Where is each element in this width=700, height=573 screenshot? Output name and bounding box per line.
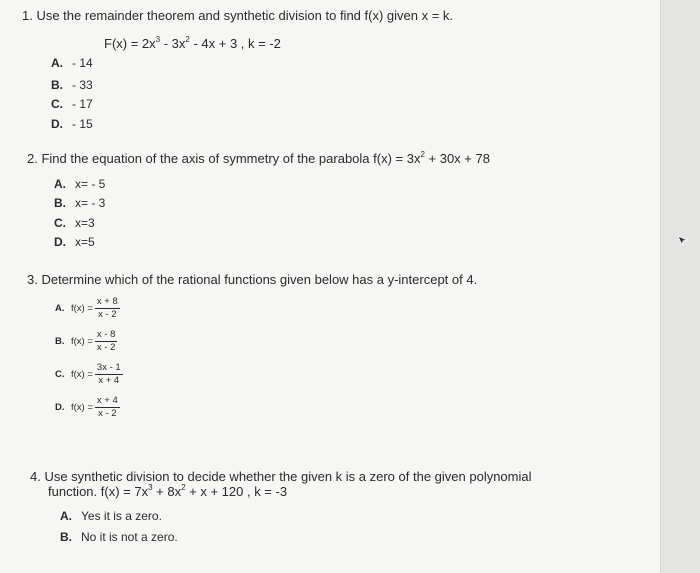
option-letter: C. bbox=[55, 369, 65, 380]
side-panel bbox=[660, 0, 700, 573]
q2-prompt-part: 2. Find the equation of the axis of symmetry of the parabola f(x) = 3x bbox=[27, 151, 421, 166]
q4-prompt-part: function. f(x) = 7x bbox=[48, 484, 149, 499]
fraction bbox=[95, 296, 120, 321]
option-letter: A. bbox=[60, 509, 72, 523]
denominator: x - 2 bbox=[98, 309, 117, 320]
option-text: - 17 bbox=[72, 97, 93, 111]
option-text: No it is not a zero. bbox=[81, 530, 178, 544]
option-text: x=5 bbox=[75, 235, 95, 249]
option-lhs: f(x) = bbox=[71, 303, 93, 314]
q2-prompt-exponent: 2 bbox=[420, 150, 425, 159]
q3-option-b[interactable] bbox=[55, 329, 117, 354]
option-letter: B. bbox=[55, 336, 65, 347]
denominator: x - 2 bbox=[96, 342, 116, 353]
numerator: 3x - 1 bbox=[96, 362, 121, 373]
fraction bbox=[95, 329, 117, 354]
option-text: - 15 bbox=[72, 117, 93, 131]
q1-equation bbox=[104, 35, 281, 51]
q4-prompt-part: + x + 120 , k = -3 bbox=[185, 484, 288, 499]
q2-option-c[interactable] bbox=[54, 216, 95, 230]
q4-prompt-line2 bbox=[48, 483, 287, 499]
q1-option-a[interactable] bbox=[51, 56, 93, 70]
q1-eq-part: - 4x + 3 , k = -2 bbox=[189, 36, 281, 51]
fraction bbox=[95, 395, 120, 420]
option-letter: D. bbox=[51, 117, 63, 131]
q3-option-c[interactable] bbox=[55, 362, 123, 387]
option-lhs: f(x) = bbox=[71, 402, 93, 413]
q1-option-d[interactable] bbox=[51, 117, 93, 131]
q3-option-d[interactable] bbox=[55, 395, 120, 420]
q2-option-d[interactable] bbox=[54, 235, 95, 249]
denominator: x + 4 bbox=[98, 375, 120, 386]
q4-prompt-exponent: 3 bbox=[148, 483, 153, 492]
option-letter: A. bbox=[51, 56, 63, 70]
q4-prompt-part: + 8x bbox=[152, 484, 182, 499]
numerator: x + 8 bbox=[96, 296, 118, 307]
q1-eq-part: - 3x bbox=[160, 36, 186, 51]
q4-option-b[interactable] bbox=[60, 530, 178, 544]
option-lhs: f(x) = bbox=[71, 369, 93, 380]
q4-option-a[interactable] bbox=[60, 509, 162, 523]
option-lhs: f(x) = bbox=[71, 336, 93, 347]
q3-prompt: 3. Determine which of the rational functions given below has a y-intercept of 4. bbox=[27, 272, 478, 287]
option-letter: A. bbox=[54, 177, 66, 191]
option-letter: D. bbox=[54, 235, 66, 249]
option-text: Yes it is a zero. bbox=[81, 509, 162, 523]
numerator: x - 8 bbox=[96, 329, 116, 340]
option-letter: C. bbox=[51, 97, 63, 111]
option-letter: B. bbox=[60, 530, 72, 544]
option-letter: B. bbox=[54, 196, 66, 210]
option-letter: B. bbox=[51, 78, 63, 92]
option-text: - 14 bbox=[72, 56, 93, 70]
q1-option-c[interactable] bbox=[51, 97, 93, 111]
option-letter: D. bbox=[55, 402, 65, 413]
q1-eq-part: F(x) = 2x bbox=[104, 36, 156, 51]
mouse-cursor-icon bbox=[676, 234, 690, 248]
q2-option-b[interactable] bbox=[54, 196, 105, 210]
q4-prompt-exponent: 2 bbox=[181, 483, 186, 492]
q3-option-a[interactable] bbox=[55, 296, 120, 321]
option-text: x= - 3 bbox=[75, 196, 106, 210]
q2-option-a[interactable] bbox=[54, 177, 105, 191]
q1-eq-exponent: 3 bbox=[155, 35, 161, 44]
fraction bbox=[95, 362, 123, 387]
q4-prompt-line1: 4. Use synthetic division to decide whether the given k is a zero of the given polynomial bbox=[30, 469, 532, 484]
option-letter: C. bbox=[54, 216, 66, 230]
q2-prompt-part: + 30x + 78 bbox=[424, 151, 490, 166]
option-text: x=3 bbox=[75, 216, 95, 230]
q1-prompt: 1. Use the remainder theorem and synthetic division to find f(x) given x = k. bbox=[22, 8, 454, 23]
option-letter: A. bbox=[55, 303, 65, 314]
q1-eq-exponent: 2 bbox=[185, 35, 190, 44]
option-text: x= - 5 bbox=[75, 177, 106, 191]
q2-prompt bbox=[27, 150, 490, 166]
denominator: x - 2 bbox=[98, 408, 117, 419]
option-text: - 33 bbox=[72, 78, 93, 92]
numerator: x + 4 bbox=[96, 395, 118, 406]
q1-option-b[interactable] bbox=[51, 78, 93, 92]
